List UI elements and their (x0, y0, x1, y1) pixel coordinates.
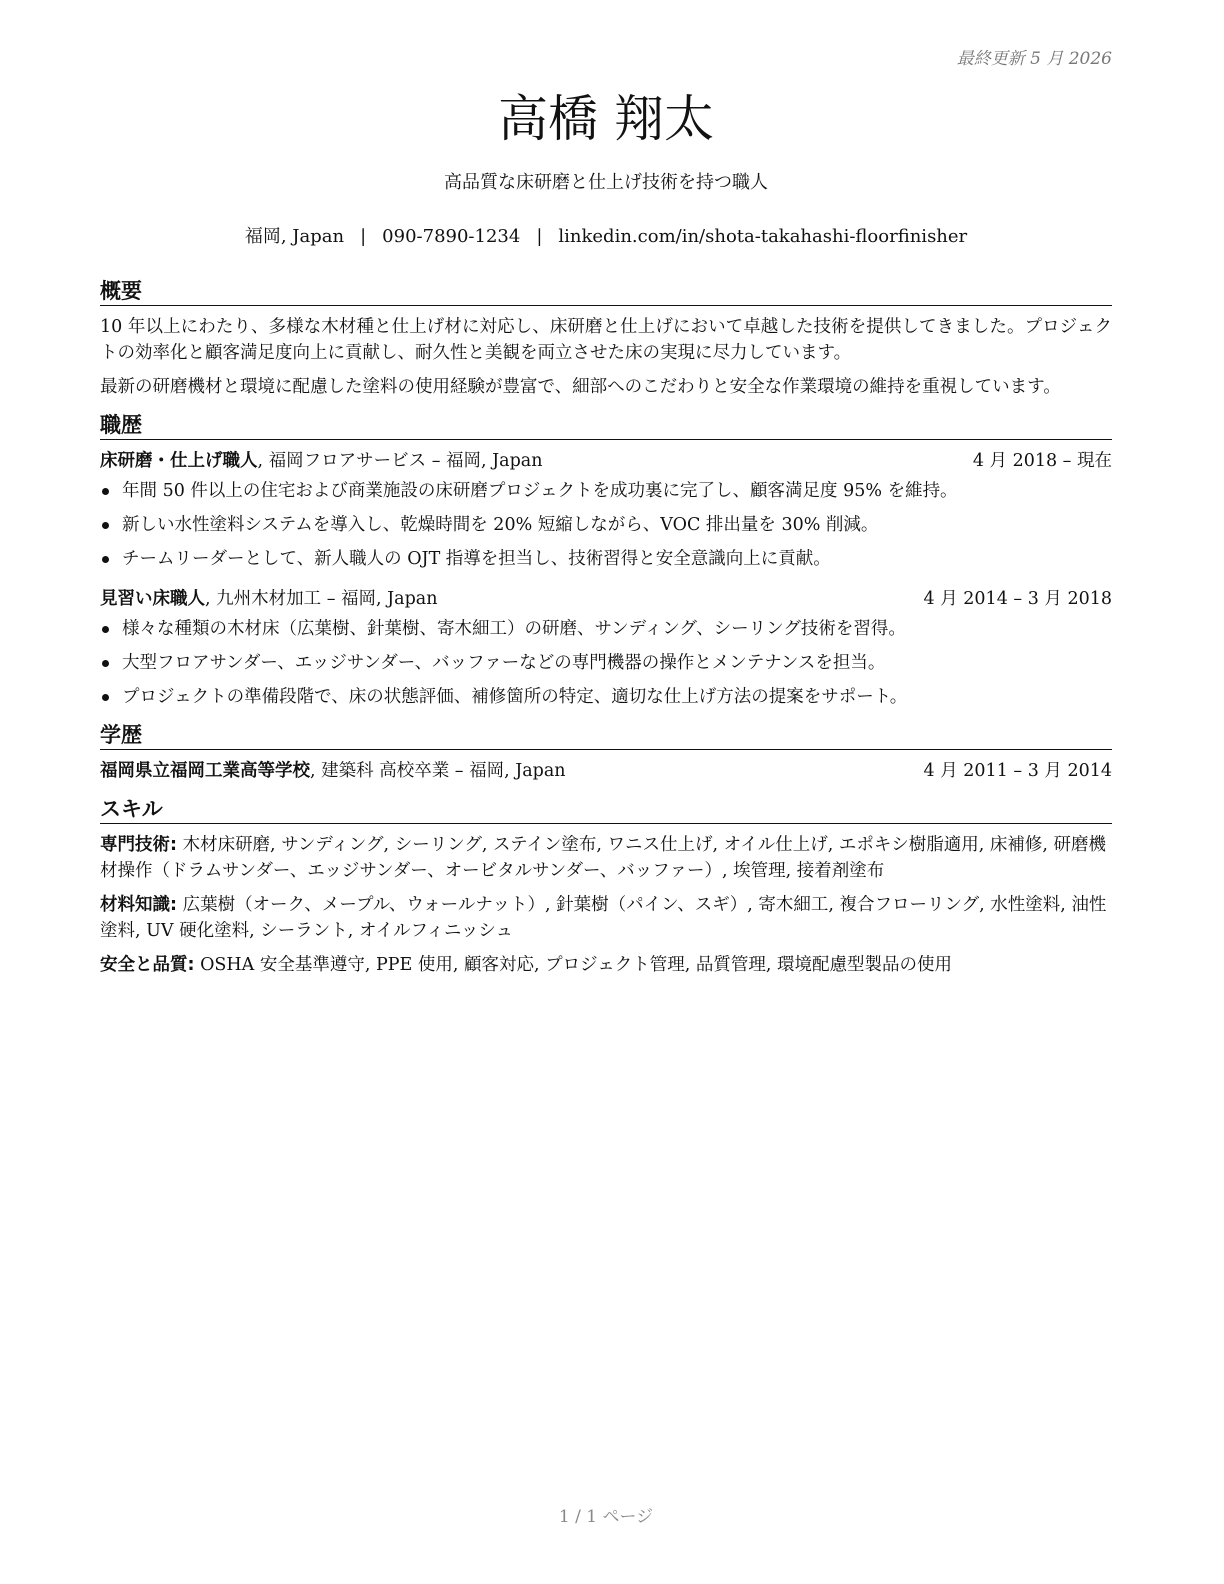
job-dates: 4 月 2014 – 3 月 2018 (923, 589, 1112, 609)
contact-separator: | (360, 226, 367, 247)
skill-text: 広葉樹（オーク、メープル、ウォールナット）, 針葉樹（パイン、スギ）, 寄木細工, 複合フローリング, 水性塗料, 油性塗料, UV 硬化塗料, シーラント, オイルフィニッシュ (100, 895, 1107, 941)
job-entry (100, 586, 1112, 710)
education-entry (100, 758, 1112, 784)
job-bullets (100, 616, 1112, 710)
contact-separator: | (536, 226, 543, 247)
job-dates: 4 月 2018 – 現在 (972, 451, 1112, 471)
bullet-text: 新しい水性塗料システムを導入し、乾燥時間を 20% 短縮しながら、VOC 排出量を 30% 削減。 (122, 515, 879, 535)
skill-line (100, 892, 1112, 944)
bullet-icon (102, 694, 109, 701)
contact-linkedin-link[interactable]: linkedin.com/in/shota-takahashi-floorfinisher (558, 226, 968, 247)
contact-location: 福岡, Japan (244, 226, 345, 247)
summary-section (100, 278, 1112, 400)
page-indicator: 1 / 1 ページ (558, 1507, 654, 1527)
tagline: 高品質な床研磨と仕上げ技術を持つ職人 (444, 172, 768, 193)
last-updated: 最終更新 5 月 2026 (956, 49, 1112, 69)
job-title-line (100, 586, 437, 612)
skill-text: OSHA 安全基準遵守, PPE 使用, 顧客対応, プロジェクト管理, 品質管理, 環境配慮型製品の使用 (194, 955, 953, 975)
resume-content (100, 278, 1112, 990)
list-item (100, 650, 1112, 676)
skill-text: 木材床研磨, サンディング, シーリング, ステイン塗布, ワニス仕上げ, オイル仕上げ, エポキシ樹脂適用, 床補修, 研磨機材操作（ドラムサンダー、エッジサンダー、オービタルサンダー、バッファー）, 埃管理, 接着剤塗布 (100, 835, 1106, 881)
skill-label: 安全と品質: (100, 955, 195, 975)
resume-page (100, 0, 1112, 1584)
summary-heading: 概要 (100, 278, 1112, 306)
job-org: , 福岡フロアサービス – 福岡, Japan (257, 451, 543, 471)
candidate-name: 高橋 翔太 (498, 90, 714, 148)
bullet-text: プロジェクトの準備段階で、床の状態評価、補修箇所の特定、適切な仕上げ方法の提案をサポート。 (122, 687, 908, 707)
job-title: 床研磨・仕上げ職人 (100, 451, 258, 471)
experience-section (100, 412, 1112, 710)
job-title: 見習い床職人 (100, 589, 205, 609)
job-header (100, 448, 1112, 474)
contact-phone: 090-7890-1234 (382, 226, 521, 247)
bullet-icon (102, 522, 109, 529)
bullet-icon (102, 660, 109, 667)
bullet-text: チームリーダーとして、新人職人の OJT 指導を担当し、技術習得と安全意識向上に貢献。 (122, 549, 831, 569)
list-item (100, 512, 1112, 538)
skills-section (100, 796, 1112, 978)
list-item (100, 478, 1112, 504)
skill-label: 専門技術: (100, 835, 177, 855)
bullet-icon (102, 556, 109, 563)
education-heading: 学歴 (100, 722, 1112, 750)
education-detail: , 建築科 高校卒業 – 福岡, Japan (310, 761, 566, 781)
job-bullets (100, 478, 1112, 572)
skill-line (100, 832, 1112, 884)
list-item (100, 616, 1112, 642)
job-org: , 九州木材加工 – 福岡, Japan (205, 589, 438, 609)
bullet-text: 年間 50 件以上の住宅および商業施設の床研磨プロジェクトを成功裏に完了し、顧客満足度 95% を維持。 (122, 481, 958, 501)
bullet-icon (102, 488, 109, 495)
experience-heading: 職歴 (100, 412, 1112, 440)
school-name: 福岡県立福岡工業高等学校 (100, 761, 310, 781)
job-entry (100, 448, 1112, 572)
education-line (100, 758, 566, 784)
bullet-text: 大型フロアサンダー、エッジサンダー、バッファーなどの専門機器の操作とメンテナンスを担当。 (122, 653, 886, 673)
list-item (100, 546, 1112, 572)
education-dates: 4 月 2011 – 3 月 2014 (923, 761, 1112, 781)
skills-heading: スキル (100, 796, 1112, 824)
summary-paragraph: 最新の研磨機材と環境に配慮した塗料の使用経験が豊富で、細部へのこだわりと安全な作業環境の維持を重視しています。 (100, 377, 1061, 397)
education-section (100, 722, 1112, 784)
bullet-text: 様々な種類の木材床（広葉樹、針葉樹、寄木細工）の研磨、サンディング、シーリング技術を習得。 (122, 619, 906, 639)
job-header (100, 586, 1112, 612)
list-item (100, 684, 1112, 710)
job-title-line (100, 448, 542, 474)
bullet-icon (102, 626, 109, 633)
contact-line (100, 225, 1112, 249)
skill-label: 材料知識: (100, 895, 177, 915)
summary-paragraph: 10 年以上にわたり、多様な木材種と仕上げ材に対応し、床研磨と仕上げにおいて卓越した技術を提供してきました。プロジェクトの効率化と顧客満足度向上に貢献し、耐久性と美観を両立させた床の実現に尽力しています。 (100, 317, 1112, 363)
skill-line (100, 952, 1112, 978)
